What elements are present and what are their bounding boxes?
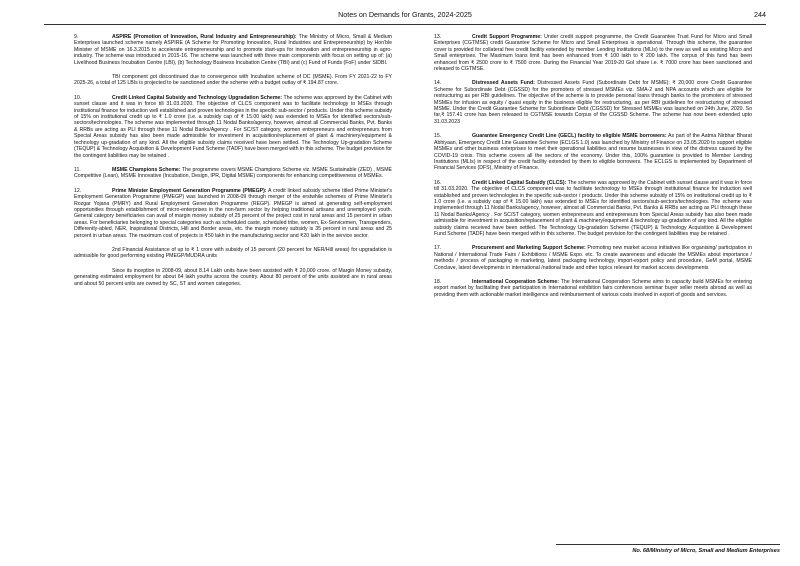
para-body: Distressed Assets Fund (Subordinate Debt for MSME): ₹ 20,000 crore Credit Guarantee Scheme for Subordinate Debt (CGSSD) for the promoters of stressed MSMEs viz. SMA-2 and NPA accounts which are eligible for restructuring as per RBI guidelines. The objective of the scheme is to provide personal loans through banks to the promoters of stressed MSMEs for infusion as equity / quasi equity in the business eligible for restructuring, as per RBI guidelines for restructuring of stressed MSME. Under the Credit Guarantee Scheme for Subordinate Debt (CGSSD) for Stressed MSMEs was launched on 24th June, 2020. So far,₹ 157.41 crore has been released to CGTMSE towards Corpus of the CGSSD Scheme. The scheme has now been extended upto 31.03.2023 xyxy=(434,80,752,125)
right-column xyxy=(418,34,752,306)
paragraph-17 xyxy=(418,245,752,271)
para-number: 9. xyxy=(74,34,79,40)
para-body: The scheme was approved by the Cabinet with sunset clause and it was in force till 31.03.2020. The objective of CLCS component was to facilitate technology to MSEs through institutional finance for induction well established and proven technologies in the specific sub-sector / products. Under this scheme subsidy of 15% on institutional credit up to ₹ 1.0 crore (i.e. a subsidy cap of ₹ 15.00 lakh) was extended to MSEs for identified sectors/sub-sectors/technologies. The scheme was implemented through 11 Nodal Banks/agency, however, almost all Commercial Banks, Pvt. Banks & RRBs are acting as PLI through these 11 Nodal Banks/Agency . For SC/ST category, women entrepreneurs and entrepreneurs from Special Areas subsidy has also been made admissible for investment in acquisition/replacement of plant & machinery/equipment & technology up-gradation of any kind. All the eligible subsidy claims received have been settled. The Technology Up-gradation Scheme (TEQUP) & Technology Acquisition & Development Fund Scheme (TADF) have been merged with in this scheme. The budget provision for the contingent liabilities may be retained . xyxy=(434,179,752,237)
paragraph-11 xyxy=(58,167,392,180)
paragraph-12-inception xyxy=(58,268,392,287)
para-number: 16. xyxy=(434,179,442,186)
para-heading: Credit Support Programme: xyxy=(472,34,542,40)
para-number: 14. xyxy=(434,80,442,87)
header-title: Notes on Demands for Grants, 2024-2025 xyxy=(338,10,472,19)
para-heading: Credit Linked Capital Subsidy and Technology Upgradation Scheme: xyxy=(112,94,283,101)
para-number: 11. xyxy=(74,166,81,173)
paragraph-9 xyxy=(58,34,392,66)
para-body: A credit linked subsidy scheme titled Prime Minister's Employment Generation Programme (PMEGP) was launched in 2008-09 through merger of the erstwhile schemes of Prime Minister's Rozgar Yojana (PMRY) and Rural Employment Generation Programme (REGP). PMEGP is aimed at generating self-employment opportunities through establishment of micro-enterprises in the non-farm sector by helping traditional artisans and unemployed youth. General category beneficiaries can avail of margin money subsidy of 25 percent of the project cost in rural areas and 15 percent in urban areas. For beneficiaries belonging to special categories such as scheduled caste, scheduled tribe, women, Ex-Servicemen, Transgenders, Differently-abled, NER, Inspirational Districts, Hill and Border areas, etc. the margin money subsidy is 35 percent in rural areas and 25 percent in urban areas. The maximum cost of projects is ₹50 lakh in the manufacturing sector and ₹20 lakh in the service sector. xyxy=(74,187,392,239)
para-number: 15. xyxy=(434,133,442,140)
para-number: 17. xyxy=(434,245,442,252)
para-heading: ASPIRE (Promotion of Innovation, Rural Industry and Entrepreneurship): xyxy=(112,34,297,40)
para-heading: MSME Champions Scheme: xyxy=(112,166,181,173)
paragraph-15 xyxy=(418,133,752,171)
para-body: Under credit support programme, the Credit Guarantee Trust Fund for Micro and Small Enterprises (CGTMSE) credit Guarantee Scheme for Micro and Small Enterprises is operational. Through this scheme, the guarantee cover is provided for collateral free credit facility extended by member Lending Institutions (MLIs) to the new as well as existing Micro and Small enterprises. The Maximum loans limit has been enhanced from ₹ 100 lakh to ₹ 200 lakh. The corpus of this fund has been enhanced from ₹ 2500 crore to ₹ 7500 crore. During the Financial Year 2019-20 GoI share i.e. ₹ 7000 crore has been sanctioned and released to CGTMSE. xyxy=(434,34,753,73)
paragraph-18 xyxy=(418,279,752,298)
para-heading: Credit Linked Capital Subsidy (CLCS): xyxy=(472,179,567,186)
paragraph-14 xyxy=(418,80,752,125)
para-body: The scheme was approved by the Cabinet with sunset clause and it was in force till 31.03.2020. The objective of CLCS component was to facilitate technology to MSEs through institutional finance for induction well established and proven technologies in the specific sub-sector / products. Under this scheme subsidy of 15% on institutional credit up to ₹ 1.0 crore (i.e. a subsidy cap of ₹ 15.00 lakh) was extended to MSEs for identified sectors/sub-sectors/technologies. The scheme was implemented through 11 Nodal Banks/agency, however, almost all Commercial Banks, Pvt. Banks & RRBs are acting as PLI through these 11 Nodal Banks/Agency . For SC/ST category, women entrepreneurs and entrepreneurs from Special Areas subsidy has also been made admissible for investment in acquisition/replacement of plant & machinery/equipment & technology up-gradation of any kind. All the eligible subsidy claims received have been settled. The Technology Up-gradation Scheme (TEQUP) & Technology Acquisition & Development Fund Scheme (TADF) have been merged with in this scheme. The budget provision for the contingent liabilities may be retained . xyxy=(74,94,392,159)
page-footer xyxy=(556,544,780,554)
paragraph-9-tbi xyxy=(58,74,392,87)
para-body: Since its inception in 2008-09, about 8.14 Lakh units have been assisted with ₹ 20,000 crore. of Margin Money subsidy, generating estimated employment for about 64 lakh youths across the country. About 80 percent of the units assisted are in rural areas and about 50 percent units are owned by SC, ST and women categories. xyxy=(74,267,392,287)
para-heading: International Cooperation Scheme: xyxy=(472,279,559,285)
paragraph-10 xyxy=(58,95,392,159)
left-column xyxy=(58,34,392,295)
paragraph-16 xyxy=(418,180,752,238)
para-body: TBI component got discontinued due to convergence with Incubation scheme of DC (MSME). From FY 2021-22 to FY 2025-26, a total of 125 LBIs is projected to be sanctioned under the scheme with a budget outlay of ₹ 194.87 crore. xyxy=(74,74,392,87)
para-number: 18. xyxy=(434,279,442,285)
para-body: 2nd Financial Assistance of up to ₹ 1 crore with subsidy of 15 percent (20 percent for NER/Hill areas) for upgradation is admissible for good performing existing PMEGP/MUDRA units xyxy=(74,246,392,260)
para-heading: Distressed Assets Fund: xyxy=(472,80,535,87)
para-body: Promoting new market access initiatives like organising/ participation in National / International Trade Fairs / Exhibitions / MSME Expo. etc. To create awareness and educate the MSMEs about importance / methods / process of packaging in marketing, latest packaging technology, import-export policy and procedure, GeM portal, MSME Conclave, latest developments in international /national trade and other topics relevant for market access developments xyxy=(434,245,752,271)
paragraph-13 xyxy=(418,34,752,72)
para-body: The programme covers MSME Champions Scheme viz. MSME Sustainable (ZED) , MSME Competitive (Lean), MSME Innovative (Incubation, Design, IPR, Digital MSME) components for enhancing competitiveness of MSMEs. xyxy=(74,166,392,180)
para-heading: Guarantee Emergency Credit Line (GECL) facility to eligible MSME borrowers: xyxy=(472,133,667,140)
para-body: As part of the Aatma Nirbhar Bharat Abhiyaan, Emergency Credit Line Guarantee Scheme (ECLGS 1.0) was launched by Ministry of Finance on 23.05.2020 to support eligible MSMEs and other business enterprises to meet their operational liabilities and resume businesses in view of the distress caused by the COVID-19 crisis. This scheme covers all the sectors of the economy. Under this, 100% guarantee is provided to Member Lending Institutions (MLIs) in respect of the credit facility extended by them to eligible borrowers. The ECLGS is implemented by Department of Financial Services (DFS), Ministry of Finance. xyxy=(434,133,752,172)
page-header xyxy=(44,10,766,25)
para-heading: Prime Minister Employment Generation Programme (PMEGP): xyxy=(112,187,267,194)
para-body: The Ministry of Micro, Small & Medium Enterprises launched scheme namely ASPIRE (A Scheme for Promoting Innovation, Rural Industries and Entrepreneurship) by Hon'ble Minister of MSME on 16.3.2015 to accelerate entrepreneurship and to promote start-ups for innovation and entrepreneurship in agro-industry. The scheme was introduced in 2015-16. The scheme was launched with three main components with focus on setting up of: (a) Livelihood Business Incubation Centre (LBI), (b) Technology Business Incubation Centre (TBI) and (c) Fund of Funds (FoF) under SIDBI. xyxy=(74,34,392,66)
para-number: 10. xyxy=(74,94,82,101)
para-number: 13. xyxy=(434,34,442,40)
paragraph-12 xyxy=(58,188,392,239)
para-heading: Procurement and Marketing Support Scheme: xyxy=(472,245,586,252)
para-number: 12. xyxy=(74,187,82,194)
footer-text: No. 68/Ministry of Micro, Small and Medium Enterprises xyxy=(632,548,780,554)
page-number: 244 xyxy=(754,10,766,19)
para-body: The International Cooperation Scheme aims to capacity build MSMEs for entering export market by facilitating their participation in International exhibition fairs conferences seminar buyer seller meets abroad as well as providing them with actionable market intelligence and reimbursement of various costs involved in export of goods and services. xyxy=(434,279,752,298)
paragraph-12-financial-assistance xyxy=(58,247,392,260)
